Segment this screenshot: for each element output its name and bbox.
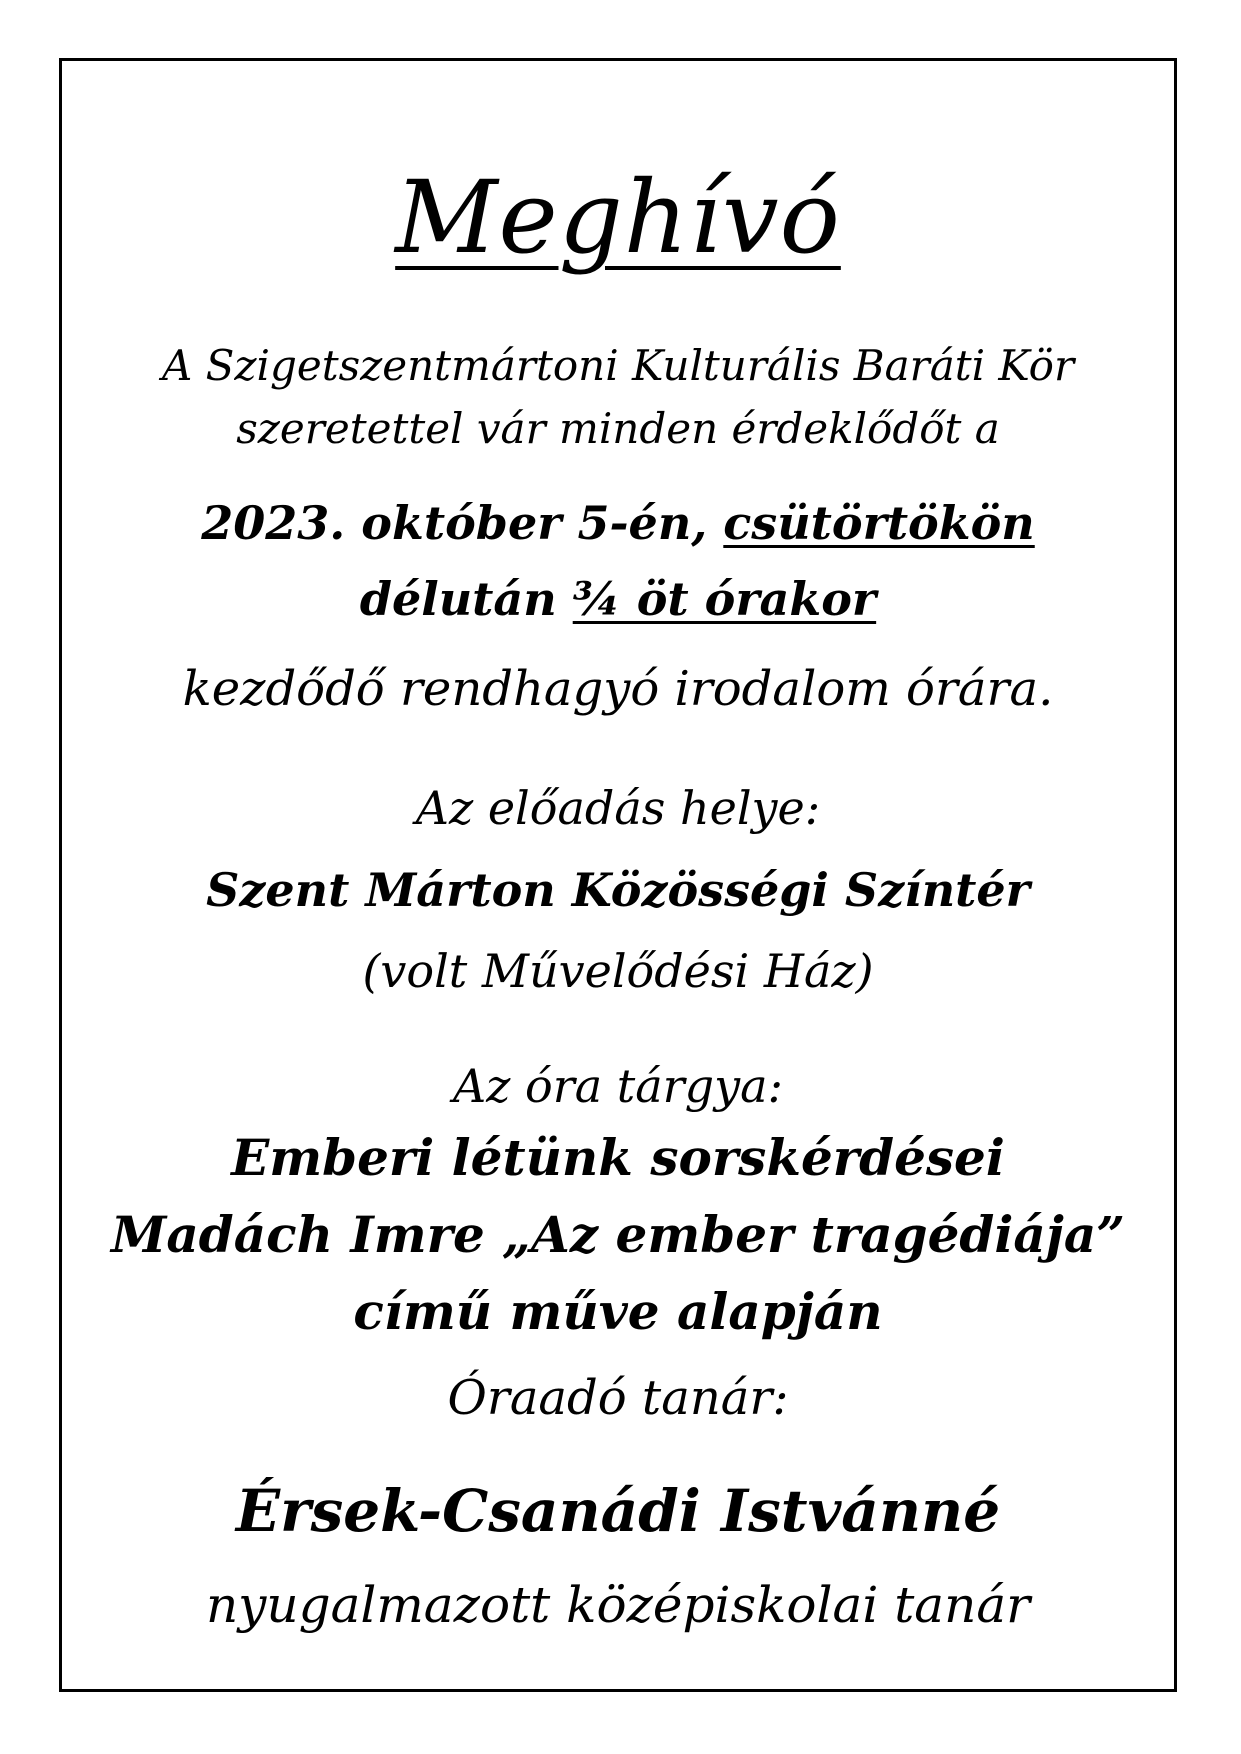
event-time-prefix: délután [359,572,573,626]
event-weekday: csütörtökön [723,496,1035,550]
topic-line-3: című műve alapján [353,1282,883,1341]
event-date [60,496,1176,550]
place-name: Szent Márton Közösségi Színtér [206,863,1030,917]
topic-label: Az óra tárgya: [452,1059,784,1113]
event-time-value: ¾ öt órakor [572,572,877,626]
topic-line-1: Emberi létünk sorskérdései [231,1128,1005,1187]
event-time [60,572,1176,626]
intro-line-1: A Szigetszentmártoni Kulturális Baráti Kör [161,341,1075,390]
teacher-label: Óraadó tanár: [447,1370,789,1426]
teacher-name: Érsek-Csanádi Istvánné [235,1477,1001,1545]
place-former-name: (volt Művelődési Ház) [362,944,874,998]
event-date-prefix: 2023. október 5-én, [201,496,724,550]
event-description: kezdődő rendhagyó irodalom órára. [182,661,1054,717]
place-label: Az előadás helye: [415,781,821,835]
teacher-role: nyugalmazott középiskolai tanár [205,1576,1031,1634]
invitation-title: Meghívó [395,159,841,276]
intro-line-2: szeretettel vár minden érdeklődőt a [236,404,1000,453]
topic-line-2: Madách Imre „Az ember tragédiája” [111,1205,1125,1264]
